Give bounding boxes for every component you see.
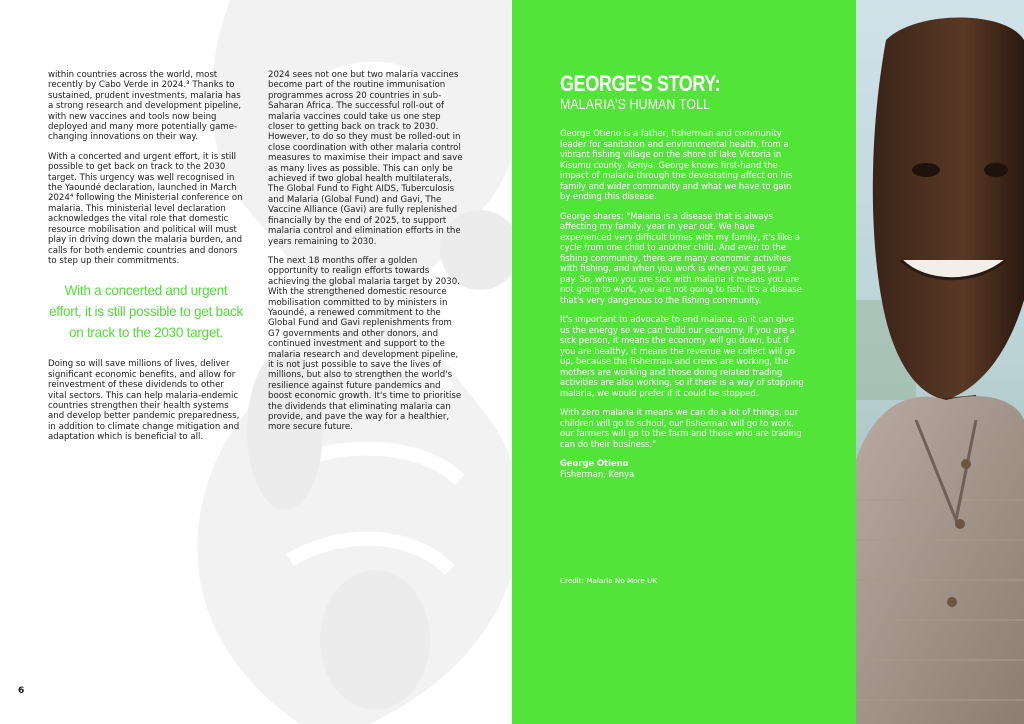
story-paragraph-1: George Otieno is a father, fisherman and community leader for sanitation and environmental health, from a vibrant fishing village on the shore of lake Victoria in Kisumu county, Kenya. George knows first-hand the impact of malaria through the devastating affect on his family and wider community and what we have to gain by ending this disease. (560, 128, 793, 201)
col2-paragraph-1: 2024 sees not one but two malaria vaccines become part of the routine immunisation programmes across 20 countries in sub-Saharan Africa. The successful roll-out of malaria vaccines could take us one step closer to getting back on track to 2030. However, to do so they must be rolled-out in close coordination with other malaria control measures to maximise their impact and save as many lives as possible. This can only be achieved if two global health multilaterals, The Global Fund to Fight AIDS, Tuberculosis and Malaria (Global Fund) and Gavi, The Vaccine Alliance (Gavi) are fully replenished financially by the end of 2025, to support malaria control and elimination efforts in the years remaining to 2030. (268, 70, 463, 247)
page-number: 6 (18, 686, 25, 696)
pull-quote: With a concerted and urgent effort, it is still possible to get back on track to the 2030 target. (48, 283, 244, 341)
text-column-1 (48, 70, 244, 452)
story-paragraph-2: George shares: "Malaria is a disease that is always affecting my family, year in year out. We have experienced very difficult times with my family, it's like a cycle from one child to another child. And even to the fishing community, there are many economic activities with fishing, and when you work is when you get your pay. So, when you are sick with malaria it means you are not going to work, you are not going to fish. It's a disease that's very dangerous to the fishing community. (560, 210, 802, 305)
photo-credit: Credit: Malaria No More UK (560, 576, 658, 585)
story-panel (512, 0, 856, 724)
portrait-illustration (856, 0, 1024, 724)
story-paragraph-3: It's important to advocate to end malaria, so it can give us the energy so we can build our economy. If you are a sick person, it means the economy will go down, but if you are healthy, it means the revenue we collect will go up, because the fisherman and crews are working, the mothers are working and those doing related trading activities are also working, so if there is a way of stopping malaria, we would prefer if it could be stopped. (560, 314, 804, 398)
col1-paragraph-1: within countries across the world, most recently by Cabo Verde in 2024.³ Thanks to sustained, prudent investments, malaria has a strong research and development pipeline, with new vaccines and tools now being deployed and many more potentially game-changing innovations on their way. (48, 70, 242, 143)
portrait-photo (856, 0, 1024, 724)
story-person-role: Fisherman, Kenya (560, 468, 635, 479)
story-subtitle: MALARIA'S HUMAN TOLL (560, 96, 711, 113)
story-heading (560, 72, 850, 114)
story-body (560, 128, 804, 479)
col2-paragraph-2: The next 18 months offer a golden opportunity to realign efforts towards achieving the global malaria target by 2030. With the strengthened domestic resource mobilisation committed to by ministers in Yaoundé, a renewed commitment to the Global Fund and Gavi replenishments from G7 governments and other donors, and continued investment and support to the malaria research and development pipeline, it is not just possible to save the lives of millions, but also to strengthen the world's resilience against future pandemics and boost economic growth. It's time to prioritise the dividends that eliminating malaria can provide, and pave the way for a healthier, more secure future. (268, 255, 462, 433)
story-title: GEORGE'S STORY: (560, 71, 721, 96)
text-column-2 (268, 70, 464, 442)
story-paragraph-4: With zero malaria it means we can do a lot of things, our children will go to school, our fisherman will go to work, our farmers will go to the farm and those who are trading can do their business." (560, 407, 802, 449)
col1-paragraph-3: Doing so will save millions of lives, deliver significant economic benefits, and allow for reinvestment of these dividends to other vital sectors. This can help malaria-endemic countries strengthen their health systems and develop better pandemic preparedness, in addition to climate change mitigation and adaptation which is beneficial to all. (48, 359, 240, 443)
story-person-name: George Otieno (560, 458, 629, 468)
col1-paragraph-2: With a concerted and urgent effort, it is still possible to get back on track to the 2030 target. This urgency was well recognised in the Yaoundé declaration, launched in March 2024⁴ following the Ministerial conference on malaria. This ministerial level declaration acknowledges the vital role that domestic resource mobilisation and political will must play in driving down the malaria burden, and calls for both endemic countries and donors to step up their commitments. (48, 151, 243, 266)
